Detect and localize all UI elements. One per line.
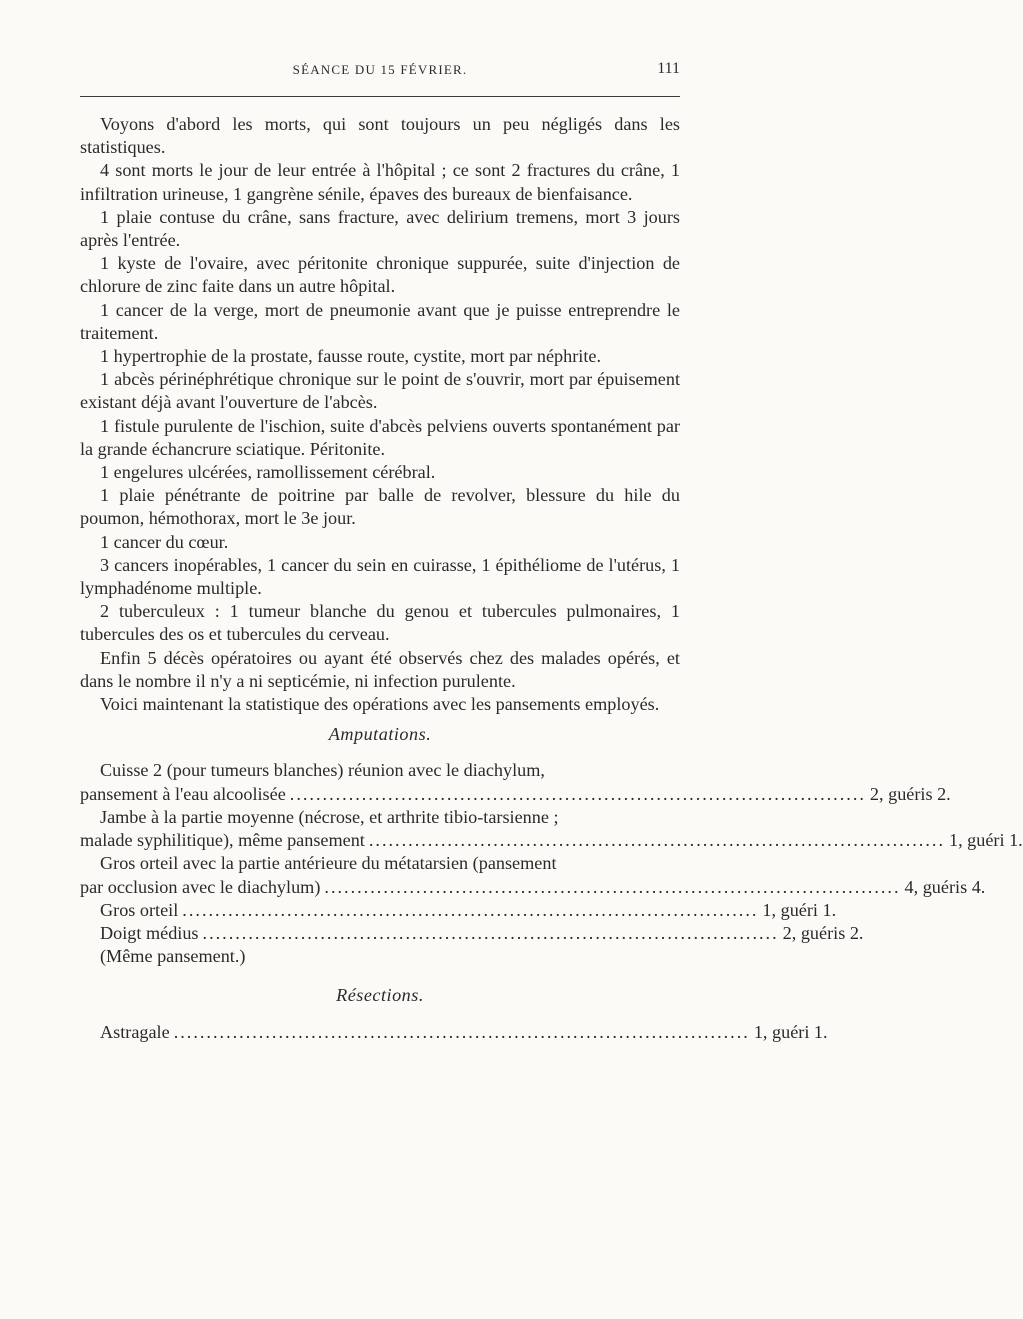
paragraph: 4 sont morts le jour de leur entrée à l'hôpital ; ce sont 2 fractures du crâne, 1 infiltration urineuse, 1 gangrène sénile, épaves des bureaux de bienfaisance. bbox=[80, 160, 680, 204]
paragraph: 1 plaie pénétrante de poitrine par balle de revolver, blessure du hile du poumon, hémothorax, mort le 3e jour. bbox=[80, 485, 680, 529]
paragraph: 1 hypertrophie de la prostate, fausse route, cystite, mort par néphrite. bbox=[100, 346, 601, 367]
header-title: SÉANCE DU 15 FÉVRIER. bbox=[292, 62, 468, 77]
paragraph: Voici maintenant la statistique des opérations avec les pansements employés. bbox=[100, 694, 660, 715]
leader-dots: ........................................................................................ bbox=[324, 876, 901, 897]
entry-name: Astragale bbox=[100, 1021, 170, 1042]
header-rule bbox=[80, 96, 680, 97]
leader-dots: ........................................................................................ bbox=[368, 830, 945, 851]
leader-dots: ........................................................................................ bbox=[173, 1021, 750, 1042]
entry-name: pansement à l'eau alcoolisée bbox=[80, 783, 286, 804]
amputation-note: (Même pansement.) bbox=[100, 946, 246, 967]
entry-name: par occlusion avec le diachylum) bbox=[80, 876, 321, 897]
paragraph: 3 cancers inopérables, 1 cancer du sein en cuirasse, 1 épithéliome de l'utérus, 1 lymphadénome multiple. bbox=[80, 554, 680, 599]
entry-line bbox=[80, 876, 986, 899]
entry-name: malade syphilitique), même pansement bbox=[80, 830, 365, 851]
entry-lead: Gros orteil avec la partie antérieure du métatarsien (pansement bbox=[100, 853, 557, 874]
paragraph: 2 tuberculeux : 1 tumeur blanche du genou et tubercules pulmonaires, 1 tubercules des os et tubercules du cerveau. bbox=[80, 601, 680, 645]
entry-lead: Jambe à la partie moyenne (nécrose, et arthrite tibio-tarsienne ; bbox=[100, 806, 559, 827]
entry-name: Gros orteil bbox=[100, 899, 179, 920]
entry-result: 4, guéris 4. bbox=[904, 876, 986, 897]
paragraph: Enfin 5 décès opératoires ou ayant été observés chez des malades opérés, et dans le nombre il n'y a ni septicémie, ni infection purulente. bbox=[80, 647, 680, 691]
page-number: 111 bbox=[657, 60, 680, 77]
paragraph: 1 fistule purulente de l'ischion, suite d'abcès pelviens ouverts spontanément par la grande échancrure sciatique. Péritonite. bbox=[80, 415, 680, 459]
leader-dots: ........................................................................................ bbox=[202, 922, 779, 943]
paragraph: Voyons d'abord les morts, qui sont toujours un peu négligés dans les statistiques. bbox=[80, 114, 680, 158]
entry-result: 1, guéri 1. bbox=[762, 899, 837, 920]
entry-result: 1, guéri 1. bbox=[753, 1021, 828, 1042]
amputation-entry bbox=[80, 759, 951, 805]
paragraph: 1 cancer de la verge, mort de pneumonie avant que je puisse entreprendre le traitement. bbox=[80, 299, 680, 343]
entry-result: 2, guéris 2. bbox=[782, 922, 864, 943]
paragraph: 1 kyste de l'ovaire, avec péritonite chronique suppurée, suite d'injection de chlorure de zinc faite dans un autre hôpital. bbox=[80, 253, 680, 297]
leader-dots: ........................................................................................ bbox=[182, 899, 759, 920]
entry-result: 2, guéris 2. bbox=[869, 783, 951, 804]
paragraph: 1 plaie contuse du crâne, sans fracture, avec delirium tremens, mort 3 jours après l'entrée. bbox=[80, 206, 680, 251]
paragraph: 1 abcès périnéphrétique chronique sur le point de s'ouvrir, mort par épuisement existant déjà avant l'ouverture de l'abcès. bbox=[80, 369, 680, 413]
body-text bbox=[80, 113, 1023, 1044]
paragraph: 1 engelures ulcérées, ramollissement cérébral. bbox=[100, 462, 436, 483]
amputation-entry bbox=[80, 852, 986, 898]
amputation-entry bbox=[80, 922, 864, 945]
entry-name: Doigt médius bbox=[100, 922, 199, 943]
entry-line bbox=[80, 783, 951, 806]
section-title-resections: Résections. bbox=[336, 985, 424, 1006]
resection-entry bbox=[80, 1021, 828, 1044]
entry-line bbox=[80, 829, 1023, 852]
running-header bbox=[80, 62, 680, 86]
entry-result: 1, guéri 1. bbox=[948, 830, 1023, 851]
entry-lead: Cuisse 2 (pour tumeurs blanches) réunion avec le diachylum, bbox=[100, 760, 545, 781]
amputation-entry bbox=[80, 899, 837, 922]
paragraph: 1 cancer du cœur. bbox=[100, 531, 229, 552]
section-title-amputations: Amputations. bbox=[328, 724, 432, 745]
amputation-entry bbox=[80, 806, 1023, 852]
leader-dots: ........................................................................................ bbox=[289, 783, 866, 804]
